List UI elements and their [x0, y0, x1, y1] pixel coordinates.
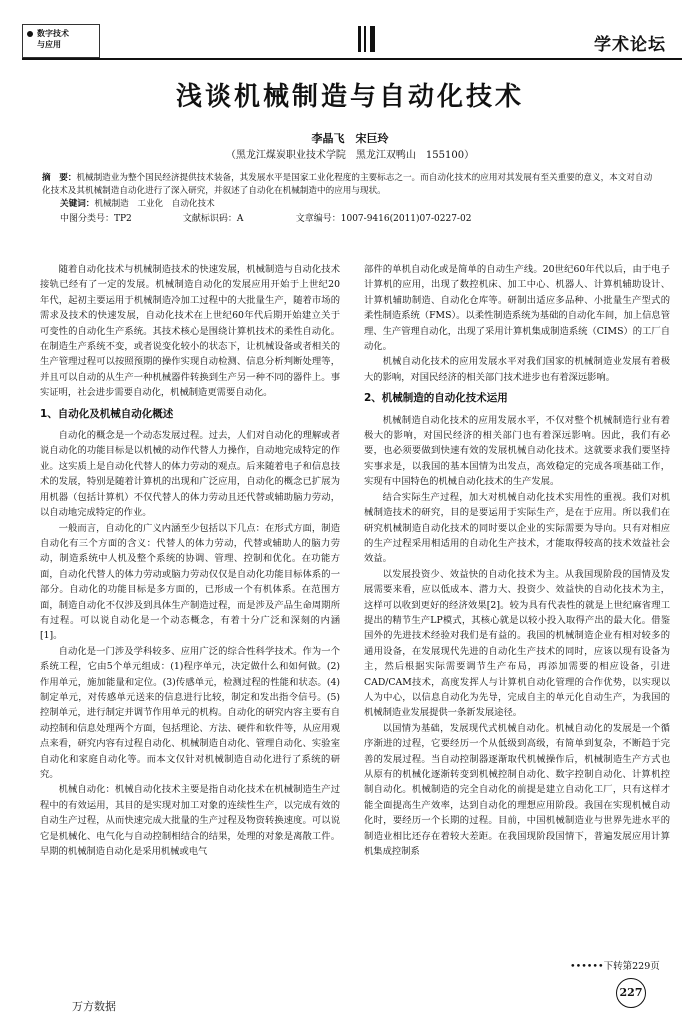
left-column — [40, 262, 340, 859]
header-rule — [22, 58, 682, 60]
paragraph: 结合实际生产过程，加大对机械自动化技术实用性的重视。我们对机械制造技术的研究，目的是要运用于实际生产，是在于应用。所以我们在研究机械制造自动化技术的同时要以企业的实际需要为导向。只有对相应的生产过程采用相适用的自动化生产技术，才能取得较高的技术效益社会效益。 — [364, 491, 670, 565]
article-authors: 李晶飞 宋巨玲 — [311, 132, 389, 145]
paragraph: 机械自动化：机械自动化技术主要是指自动化技术在机械制造生产过程中的有效运用，其目的是实现对加工对象的连续性生产，以完成有效的自动生产过程，从而快速完成大批量的生产过程及物资转换速度。可以说它是机械化、电气化与自动控制相结合的结果，处理的对象是离散工件。早期的机械制造自动化是采用机械或电气 — [40, 784, 340, 858]
paragraph: 以发展投资少、效益快的自动化技术为主。从我国现阶段的国情及发展需要来看，应以低成本、潜力大、投资少、效益快的自动化技术为主，这样可以收到更好的经济效果[2]。较为具有代表性的就是上世纪麻省理工提出的精节生产LP模式，其核心就是以较小投入取得产出的最大化。借鉴国外的先进技术经验对我们是有益的。我国的机械制造企业有相对较多的通用设备，在发展现代先进的自动化生产技术的同时，应该以现有设备为主，然后根据实际需要调节生产布局，再添加需要的相应设备，引进CAD/CAM技术，高度发挥人与计算机自动化管理的合作优势，以实现以人为中心，以信息自动化为先导，完成自主的单元化自动生产，为我国的机械制造业发展提供一条新发展途径。 — [364, 568, 670, 719]
paragraph: 机械制造自动化技术的应用发展水平，不仅对整个机械制造行业有着极大的影响，对国民经济的相关部门也有着深远影响。因此，我们有必要，也必须要做到快速有效的发展机械自动化技术。这就要求我们要坚持实事求是，以我国的基本国情为出发点，高效稳定的完成各项基础工作，实现有中国特色的机械自动化技术的生产发展。 — [364, 414, 670, 488]
section-heading-1: 1、自动化及机械自动化概述 — [40, 407, 174, 420]
paragraph: 机械自动化技术的应用发展水平对我们国家的机械制造业发展有着极大的影响，对国民经济的相关部门技术进步也有着深远影响。 — [364, 356, 670, 383]
abstract — [42, 172, 658, 198]
logo-dot-icon — [27, 31, 33, 37]
section-label: 学术论坛 — [594, 35, 666, 55]
paragraph: 一般而言，自动化的广义内涵至少包括以下几点：在形式方面，制造自动化有三个方面的含义：代替人的体力劳动，代替或辅助人的脑力劳动，制造系统中人机及整个系统的协调、管理、控制和优化。在功能方面，自动化代替人的体力劳动或脑力劳动仅仅是自动化功能目标体系的一部分。自动化的功能目标是多方面的，已形成一个有机体系。在范围方面，制造自动化不仅涉及到具体生产制造过程，而是涉及产品生命周期所有过程。可以说自动化是一个动态概念，有着十分广泛和深刻的内涵[1]。 — [40, 522, 340, 642]
page-header — [22, 24, 682, 62]
keywords — [60, 198, 660, 211]
keywords-label: 关键词： — [60, 199, 95, 209]
abstract-label: 摘 要： — [42, 173, 77, 183]
continued-note: ••••••下转第229页 — [570, 961, 660, 972]
header-bars-ornament — [358, 26, 378, 52]
article-title: 浅谈机械制造与自动化技术 — [175, 82, 524, 112]
right-column — [364, 262, 670, 859]
paragraph: 以国情为基础，发展现代式机械自动化。机械自动化的发展是一个循序渐进的过程，它要经历一个从低级到高级，有简单到复杂，不断趋于完善的发展过程。当自动控制器逐渐取代机械操作后，机械制造生产方式也从原有的机械化逐渐转变到机械控制自动化、数字控制自动化、计算机控制自动化。机械制造的完全自动化的前提是建立自动化工厂，只有这样才能全面提高生产效率，达到自动化的理想应用阶段。我国在实现机械自动化时，要经历一个长期的过程。目前，中国机械制造业与世界先进水平的制造业相比还存在着较大差距。在我国现阶段国情下，普遍发展应用计算机集成控制系 — [364, 722, 670, 858]
article-number: 文章编号：1007-9416(2011)07-0227-02 — [295, 214, 472, 224]
paragraph: 随着自动化技术与机械制造技术的快速发展，机械制造与自动化技术接轨已经有了一定的发展。机械制造自动化的发展应用开始于上世纪20年代，起初主要运用于机械制造冷加工过程中的大批量生产，随着市场的需求及技术的快速发展，自动化技术在上世纪60年代后期开始建立关于可变性的自动化生产系统。其技术核心是围绕计算机技术的柔性自动化。在制造生产系统不变，或者说变化较小的状态下，让机械设备或者相关的生产管理过程可以按照预期的操作实现自动检测、信息分析判断处理等，并且可以自动的从生产一种机械器件转换到生产另一种不同的器件上。事实证明，社会进步需要自动化，机械制造更需要自动化。 — [40, 264, 340, 399]
paragraph: 自动化的概念是一个动态发展过程。过去，人们对自动化的理解或者说自动化的功能目标是以机械的动作代替人力操作，自动地完成特定的作业。这实质上是自动化代替人的体力劳动的观点。后来随着电子和信息技术的发展，特别是随着计算机的出现和广泛应用，自动化的概念已扩展为用机器（包括计算机）不仅代替人的体力劳动且还代替或辅助脑力劳动，以自动地完成特定的作业。 — [40, 430, 340, 519]
page-number: 227 — [616, 978, 646, 1008]
section-heading-2: 2、机械制造的自动化技术运用 — [364, 392, 508, 405]
clc-number: 中图分类号：TP2 — [60, 214, 132, 224]
abstract-text: 机械制造业为整个国民经济提供技术装备，其发展水平是国家工业化程度的主要标志之一。而自动化技术的应用对其发展有至关重要的意义，本文对自动化技术及其机械制造自动化进行了深入研究，并叙述了自动化在机械制造中的应用与现状。 — [42, 173, 653, 196]
logo-line1: 数字技术 — [37, 29, 69, 38]
paragraph: 部件的单机自动化或是简单的自动生产线。20世纪60年代以后，由于电子计算机的应用，出现了数控机床、加工中心、机器人、计算机辅助设计、计算机辅助制造、自动化仓库等。研制出适应多品种、小批量生产型式的柔性制造系统（FMS）。以柔性制造系统为基础的自动化车间，加上信息管理、生产管理自动化，出现了采用计算机集成制造系统（CIMS）的工厂自动化。 — [364, 264, 670, 353]
keywords-text: 机械制造 工业化 自动化技术 — [94, 199, 215, 209]
classification-line — [60, 213, 660, 226]
doc-code: 文献标识码：A — [182, 214, 244, 224]
paragraph: 自动化是一门涉及学科较多、应用广泛的综合性科学技术。作为一个系统工程，它由5个单元组成：(1)程序单元，决定做什么和如何做。(2)作用单元，施加能量和定位。(3)传感单元，检测过程的性能和状态。(4)制定单元，对传感单元送来的信息进行比较，制定和发出指令信号。(5)控制单元，进行制定并调节作用单元的机构。自动化的研究内容主要有自动控制和信息处理两个方面，包括理论、方法、硬件和软件等，从应用观点来看，研究内容有过程自动化、机械制造自动化、管理自动化、实验室自动化和家庭自动化等。而本文仅针对机械制造自动化进行了系统的研究。 — [40, 645, 340, 780]
journal-logo — [22, 24, 100, 58]
author-affiliation: （黑龙江煤炭职业技术学院 黑龙江双鸭山 155100） — [225, 150, 475, 161]
footer-brand: 万方数据 — [72, 1000, 116, 1013]
logo-line2: 与应用 — [37, 40, 61, 49]
